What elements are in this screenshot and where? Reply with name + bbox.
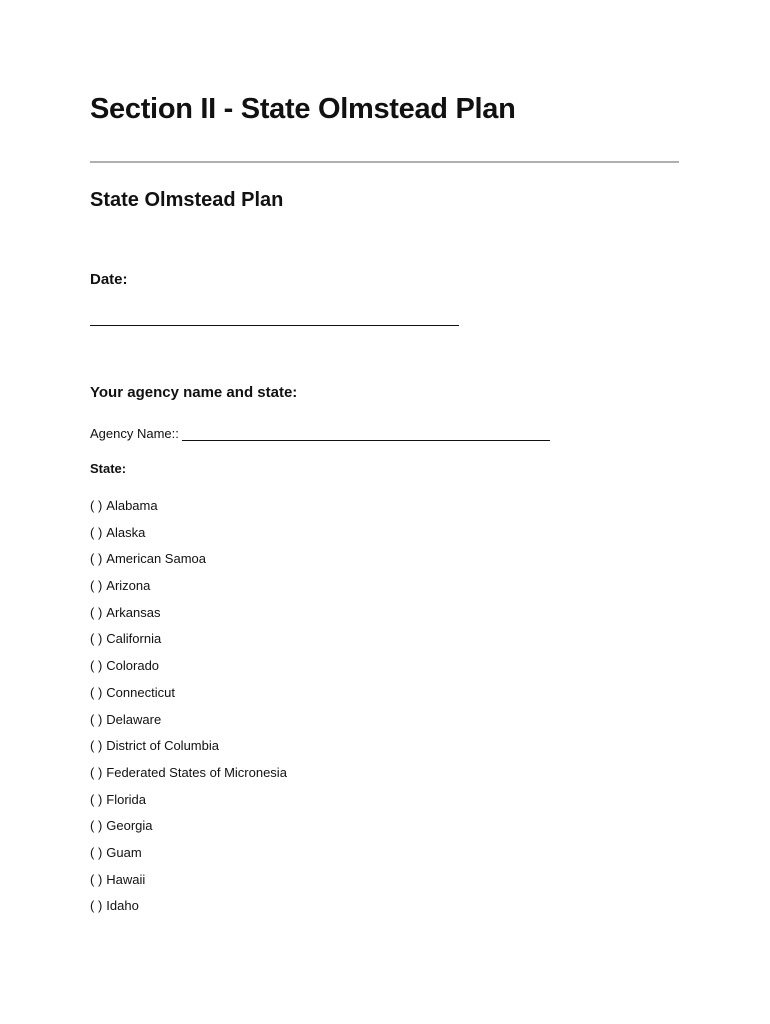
agency-name-row [90,423,550,441]
section-subtitle: State Olmstead Plan [90,189,284,211]
state-option[interactable] [90,897,287,924]
state-option[interactable] [90,844,287,871]
state-option-label: Idaho [106,898,139,914]
state-option[interactable] [90,711,287,738]
date-input[interactable] [90,325,459,326]
radio-button-icon[interactable]: ( ) [90,578,103,594]
state-option-label: Connecticut [106,684,175,700]
state-option[interactable] [90,550,287,577]
state-option[interactable] [90,791,287,818]
state-option[interactable] [90,604,287,631]
radio-button-icon[interactable]: ( ) [90,604,103,620]
state-option-label: Alaska [106,524,146,540]
radio-button-icon[interactable]: ( ) [90,684,103,700]
state-option[interactable] [90,630,287,657]
radio-button-icon[interactable]: ( ) [90,658,103,674]
state-option-label: Guam [106,844,142,860]
page-title: Section II - State Olmstead Plan [90,93,516,125]
radio-button-icon[interactable]: ( ) [90,711,103,727]
radio-button-icon[interactable]: ( ) [90,738,103,754]
state-option-label: District of Columbia [106,738,219,754]
state-option[interactable] [90,657,287,684]
state-option-label: Georgia [106,818,153,834]
state-radio-list [90,497,287,924]
radio-button-icon[interactable]: ( ) [90,898,103,914]
agency-name-input[interactable] [182,424,550,441]
date-label: Date: [90,271,128,288]
state-option-label: Federated States of Micronesia [106,764,287,780]
state-option[interactable] [90,524,287,551]
radio-button-icon[interactable]: ( ) [90,524,103,540]
state-option-label: California [106,631,162,647]
radio-button-icon[interactable]: ( ) [90,818,103,834]
title-divider [90,161,679,163]
state-option[interactable] [90,737,287,764]
radio-button-icon[interactable]: ( ) [90,844,103,860]
radio-button-icon[interactable]: ( ) [90,631,103,647]
state-option[interactable] [90,577,287,604]
state-label: State: [90,461,127,476]
agency-name-label: Agency Name:: [90,426,179,441]
state-option[interactable] [90,764,287,791]
state-option-label: Delaware [106,711,162,727]
radio-button-icon[interactable]: ( ) [90,498,103,513]
state-option[interactable] [90,817,287,844]
radio-button-icon[interactable]: ( ) [90,871,103,887]
state-option-label: Arizona [106,578,151,594]
state-option-label: Arkansas [106,604,161,620]
state-option[interactable] [90,684,287,711]
radio-button-icon[interactable]: ( ) [90,791,103,807]
agency-section-heading: Your agency name and state: [90,384,298,401]
state-option-label: Colorado [106,658,160,674]
state-option-label: Alabama [106,498,158,513]
state-option-label: Hawaii [106,871,146,887]
radio-button-icon[interactable]: ( ) [90,551,103,567]
state-option[interactable] [90,497,287,524]
state-option-label: American Samoa [106,551,206,567]
state-option[interactable] [90,871,287,898]
radio-button-icon[interactable]: ( ) [90,764,103,780]
state-option-label: Florida [106,791,147,807]
